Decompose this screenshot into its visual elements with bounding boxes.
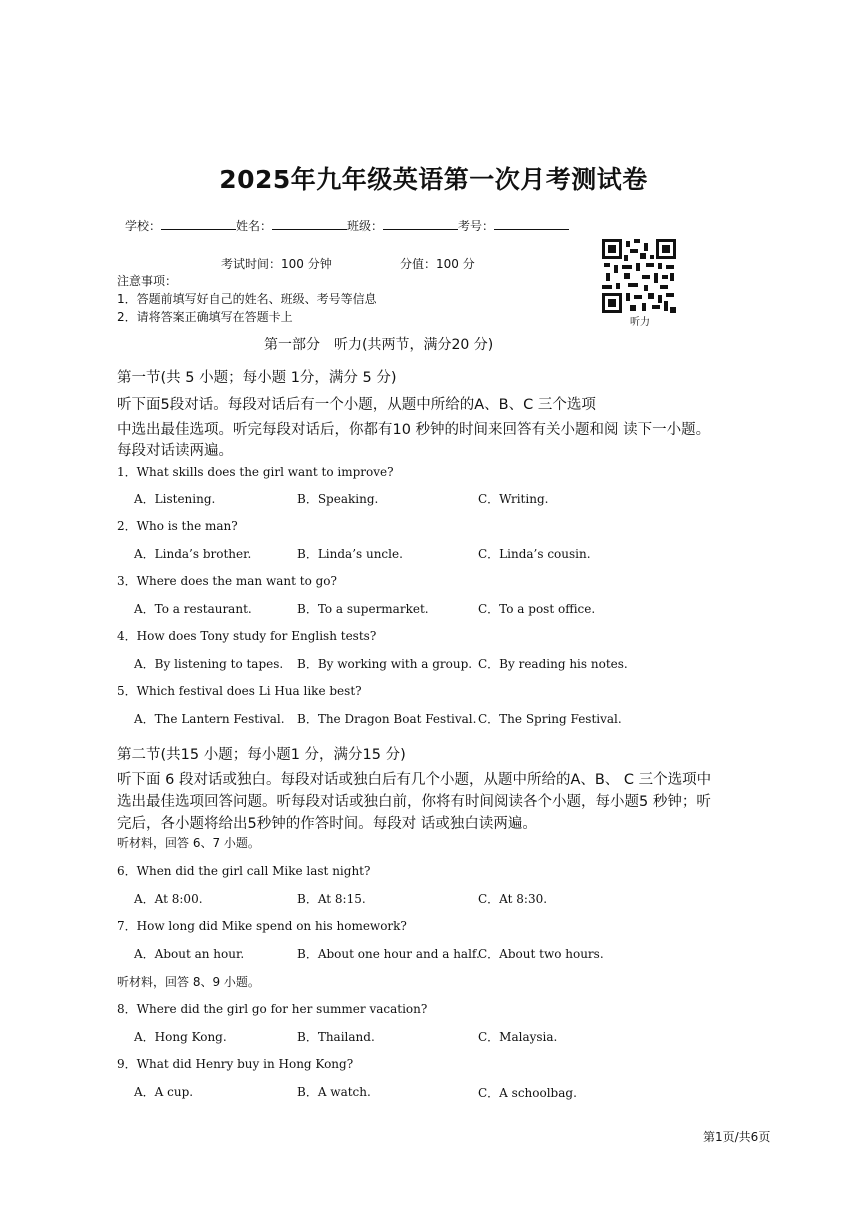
name-label: 姓名：: [236, 219, 273, 233]
class-label: 班级：: [347, 219, 384, 233]
section1-instr-line: 听下面5段对话。每段对话后有一个小题，从题中所给的A、B、C 三个选项: [117, 397, 596, 413]
number-label: 考号：: [458, 219, 495, 233]
option-c: C．Linda’s cousin.: [478, 547, 591, 561]
student-info-line: [125, 217, 569, 234]
name-blank: [272, 217, 347, 230]
question: 3．Where does the man want to go?: [117, 574, 337, 588]
question: 6．When did the girl call Mike last night?: [117, 864, 371, 878]
section2-title: 第二节(共15 小题；每小题1 分，满分15 分): [117, 747, 406, 763]
option-c: C．A schoolbag.: [478, 1086, 577, 1100]
option-b: B．At 8:15.: [297, 892, 366, 906]
group-label: 听材料，回答 8、9 小题。: [117, 975, 260, 989]
section2-instr-line: 听下面 6 段对话或独白。每段对话或独白后有几个小题，从题中所给的A、B、 C 三个选项中: [117, 772, 712, 788]
class-blank: [383, 217, 458, 230]
option-c: C．Malaysia.: [478, 1030, 558, 1044]
option-b: B．The Dragon Boat Festival.: [297, 712, 477, 726]
notes-heading: 注意事项：: [117, 274, 178, 288]
school-blank: [161, 217, 236, 230]
question: 7．How long did Mike spend on his homework?: [117, 919, 407, 933]
option-b: B．Speaking.: [297, 492, 379, 506]
section1-title: 第一节(共 5 小题；每小题 1分，满分 5 分): [117, 370, 397, 386]
option-b: B．Linda’s uncle.: [297, 547, 403, 561]
school-label: 学校：: [125, 219, 162, 233]
note-item: 2．请将答案正确填写在答题卡上: [117, 310, 293, 324]
number-blank: [494, 217, 569, 230]
option-a: A．About an hour.: [134, 947, 245, 961]
option-a: A．Linda’s brother.: [134, 547, 252, 561]
option-a: A．Hong Kong.: [134, 1030, 227, 1044]
exam-score: 分值：100 分: [400, 257, 475, 271]
option-c: C．By reading his notes.: [478, 657, 628, 671]
question: 4．How does Tony study for English tests?: [117, 629, 377, 643]
question: 8．Where did the girl go for her summer vacation?: [117, 1002, 428, 1016]
page-footer: 第1页/共6页: [703, 1130, 771, 1144]
qr-label: 听力: [630, 317, 650, 328]
exam-time: 考试时间：100 分钟: [221, 257, 332, 271]
option-c: C．Writing.: [478, 492, 549, 506]
option-c: C．To a post office.: [478, 602, 596, 616]
question: 1．What skills does the girl want to improve?: [117, 465, 394, 479]
option-c: C．About two hours.: [478, 947, 604, 961]
group-label: 听材料，回答 6、7 小题。: [117, 836, 260, 850]
part1-title: 第一部分 听力(共两节，满分20 分): [264, 337, 494, 353]
section2-instr-line: 选出最佳选项回答问题。听每段对话或独白前，你将有时间阅读各个小题，每小题5 秒钟；听: [117, 794, 711, 810]
qr-code-icon: [602, 239, 676, 313]
section1-instr-line: 中选出最佳选项。听完每段对话后，你都有10 秒钟的时间来回答有关小题和阅 读下一小题。: [117, 422, 711, 438]
page-title: 2025年九年级英语第一次月考测试卷: [219, 165, 648, 194]
option-a: A．By listening to tapes.: [134, 657, 284, 671]
question: 2．Who is the man?: [117, 519, 238, 533]
note-item: 1．答题前填写好自己的姓名、班级、考号等信息: [117, 292, 377, 306]
option-b: B．Thailand.: [297, 1030, 375, 1044]
option-a: A．At 8:00.: [134, 892, 203, 906]
option-b: B．To a supermarket.: [297, 602, 429, 616]
section2-instr-line: 完后，各小题将给出5秒钟的作答时间。每段对 话或独白读两遍。: [117, 816, 537, 832]
option-b: B．About one hour and a half.: [297, 947, 480, 961]
option-a: A．To a restaurant.: [134, 602, 252, 616]
option-b: B．A watch.: [297, 1085, 371, 1099]
question: 9．What did Henry buy in Hong Kong?: [117, 1057, 354, 1071]
option-a: A．The Lantern Festival.: [134, 712, 285, 726]
option-b: B．By working with a group.: [297, 657, 473, 671]
option-a: A．A cup.: [134, 1085, 194, 1099]
option-a: A．Listening.: [134, 492, 216, 506]
question: 5．Which festival does Li Hua like best?: [117, 684, 362, 698]
option-c: C．The Spring Festival.: [478, 712, 622, 726]
section1-instr-line: 每段对话读两遍。: [117, 443, 233, 459]
option-c: C．At 8:30.: [478, 892, 548, 906]
